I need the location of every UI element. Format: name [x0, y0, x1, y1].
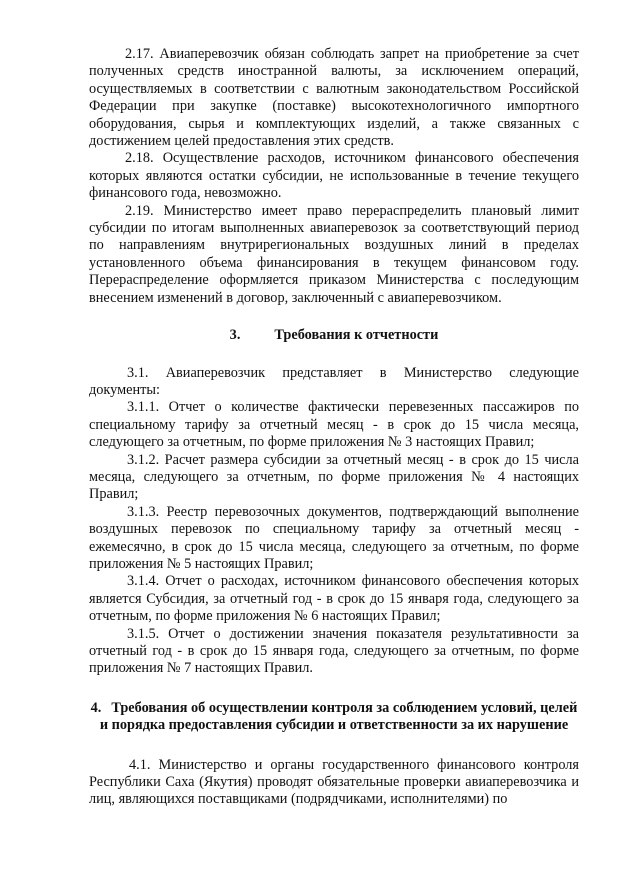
paragraph-3-1-4: 3.1.4. Отчет о расходах, источником финансового обеспечения которых является Субсидия, за отчетный год - в срок до 15 января года, следующего за отчетным, по форме приложения № 6 настоящих Правил;	[89, 573, 579, 625]
paragraph-3-1-3: 3.1.3. Реестр перевозочных документов, подтверждающий выполнение воздушных перевозок по специальному тарифу за отчетный месяц - ежемесячно, в срок до 15 числа месяца, следующего за отчетным, по форме приложения № 5 настоящих Правил;	[89, 503, 579, 572]
section-4-heading	[89, 700, 579, 735]
section-4-body	[89, 757, 579, 809]
section-3-heading	[89, 327, 579, 344]
section-3-title: Требования к отчетности	[274, 327, 439, 344]
section-2-tail	[89, 46, 579, 307]
section-4-title: Требования об осуществлении контроля за соблюдением условий, целей и порядка предоставления субсидии и ответственности за их нарушение	[99, 699, 578, 734]
document-page	[89, 46, 579, 809]
paragraph-3-1-1: 3.1.1. Отчет о количестве фактически перевезенных пассажиров по специальному тарифу за отчетный месяц - в срок до 15 числа месяца, следующего за отчетным, по форме приложения № 3 настоящих Правил;	[89, 399, 579, 451]
section-4-number: 4.	[90, 699, 102, 716]
paragraph-3-1: 3.1. Авиаперевозчик представляет в Министерство следующие документы:	[89, 364, 579, 398]
section-3-body	[89, 365, 579, 678]
paragraph-2-17: 2.17. Авиаперевозчик обязан соблюдать запрет на приобретение за счет полученных средств иностранной валюты, за исключением операций, осуществляемых в соответствии с валютным законодательством Российской Федерации при закупке (поставке) высокотехнологичного импортного оборудования, сырья и комплектующих изделий, а также связанных с достижением целей предоставления этих средств.	[89, 46, 579, 150]
paragraph-2-18: 2.18. Осуществление расходов, источником финансового обеспечения которых являются остатки субсидии, не использованные в течение текущего финансового года, невозможно.	[89, 150, 579, 202]
section-3-number: 3.	[229, 327, 241, 344]
paragraph-3-1-5: 3.1.5. Отчет о достижении значения показателя результативности за отчетный год - в срок до 15 января года, следующего за отчетным, по форме приложения № 7 настоящих Правил.	[89, 625, 579, 677]
paragraph-2-19: 2.19. Министерство имеет право перераспределить плановый лимит субсидии по итогам выполненных авиаперевозок за соответствующий период по направлениям внутрирегиональных воздушных линий в пределах установленного объема финансирования в текущем финансовом году. Перераспределение оформляется приказом Министерства с последующим внесением изменений в договор, заключенный с авиаперевозчиком.	[89, 202, 579, 306]
paragraph-4-1: 4.1. Министерство и органы государственного финансового контроля Республики Саха (Якутия) проводят обязательные проверки авиаперевозчика и лиц, являющихся поставщиками (подрядчиками, исполнителями) по	[89, 756, 579, 808]
paragraph-3-1-2: 3.1.2. Расчет размера субсидии за отчетный месяц - в срок до 15 числа месяца, следующего за отчетным, по форме приложения № 4 настоящих Правил;	[89, 451, 579, 503]
